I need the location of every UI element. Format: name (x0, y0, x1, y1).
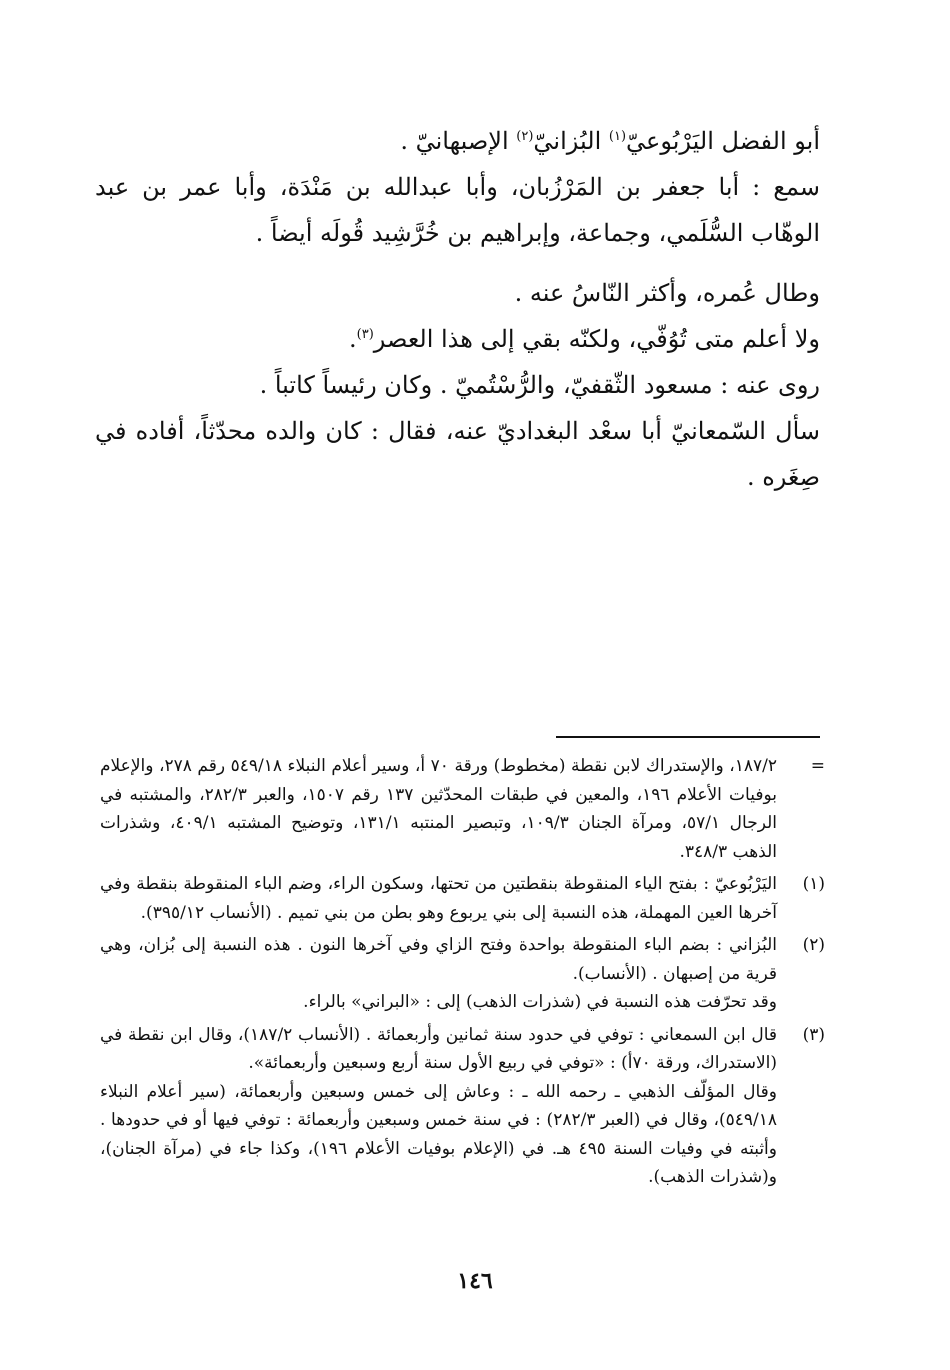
footnote-text: ١٨٧/٢، والإستدراك لابن نقطة (مخطوط) ورقة ٧٠ أ، وسير أعلام النبلاء ٥٤٩/١٨ رقم ٢٧٨، والإعلام بوفيات الأعلام ١٩٦، والمعين في طبقات المحدّثين ١٣٧ رقم ١٥٠٧، والعبر ٢٨٢/٣، والمشتبه في الرجال ٥٧/١، ومرآة الجنان ١٠٩/٣، وتبصير المنتبه ١٣١/١، وتوضيح المشتبه ٤٠٩/١، وشذرات الذهب ٣٤٨/٣. (100, 756, 778, 862)
paragraph-teachers: سمع : أبا جعفر بن المَرْزُبان، وأبا عبدالله بن مَنْدَة، وأبا عمر بن عبد الوهّاب السُّلَمي، وجماعة، وإبراهيم بن خُرَّشِيد قُولَه أيضاً . (95, 173, 820, 247)
paragraph-death: ولا أعلم متى تُوُفّي، ولكنّه بقي إلى هذا العصر$^{(٣)}$. (348, 325, 820, 353)
footnote-ref-3[interactable]: (٣) (356, 327, 374, 342)
footnote-line: وقال المؤلّف الذهبي ـ رحمه الله ـ : وعاش إلى خمس وسبعين وأربعمائة، (سير أعلام النبلاء ٥٤٩/١٨)، وقال في (العبر ٢٨٢/٣) : في سنة خمس وسبعين وأربعمائة : توفي فيها أو في حدودها . وأثبته في وفيات السنة ٤٩٥ هـ. في (الإعلام بوفيات الأعلام ١٩٦)، وكذا جاء في (مرآة الجنان)، و(شذرات الذهب). (100, 1081, 777, 1187)
footnotes (100, 752, 825, 1192)
footnote-number: (٢) (802, 935, 825, 955)
paragraph-samani: سأل السّمعانيّ أبا سعْد البغداديّ عنه، فقال : كان والده محدّثاً، أفاده في صِغَره . (95, 417, 820, 491)
footnote-text (100, 1021, 777, 1192)
footnote-1 (100, 870, 825, 927)
footnote-ref-2[interactable]: (٢) (516, 129, 534, 144)
footnote-text (100, 931, 777, 1017)
footnote-separator (556, 736, 820, 738)
biography-heading: أبو الفضل اليَرْبُوعيّ$^{(١)}$ البُزانيّ$^{(٢)}$ الإصبهانيّ . (400, 127, 820, 155)
footnote-2 (100, 931, 825, 1017)
footnote-number: (٣) (802, 1024, 825, 1045)
paragraph-students: روى عنه : مسعود الثّقفيّ، والرُّسْتُميّ . وكان رئيساً كاتباً . (259, 371, 820, 399)
main-text (95, 118, 820, 500)
footnote-line: وقد تحرّفت هذه النسبة في (شذرات الذهب) إلى : «البراني» بالراء. (303, 992, 777, 1012)
continuation-marker: = (810, 756, 825, 776)
footnote-line: قال ابن السمعاني : توفي في حدود سنة ثمانين وأربعمائة . (الأنساب ١٨٧/٢)، وقال ابن نقطة في (الاستدراك، ورقة ٧٠أ) : «توفي في ربيع الأول سنة أربع وسبعين وأربعمائة». (100, 1024, 777, 1073)
footnote-3 (100, 1021, 825, 1192)
page-number: ١٤٦ (457, 1268, 493, 1294)
footnote-continuation (100, 752, 825, 866)
footnote-line: البُزاني : بضم الباء المنقوطة بواحدة وفتح الزاي وفي آخرها النون . هذه النسبة إلى بُزان، وهي قرية من إصبهان . (الأنساب). (100, 935, 777, 984)
footnote-number: (١) (802, 874, 825, 894)
paragraph-longevity: وطال عُمره، وأكثر النّاسُ عنه . (514, 279, 820, 307)
footnote-ref-1[interactable]: (١) (608, 129, 627, 144)
footnote-text: اليَرْبُوعيّ : بفتح الياء المنقوطة بنقطتين من تحتها، وسكون الراء، وضم الباء المنقوطة بنقطة وفي آخرها العين المهملة، هذه النسبة إلى بني يربوع وهو بطن من بني تميم . (الأنساب ٣٩٥/١٢). (100, 874, 777, 923)
